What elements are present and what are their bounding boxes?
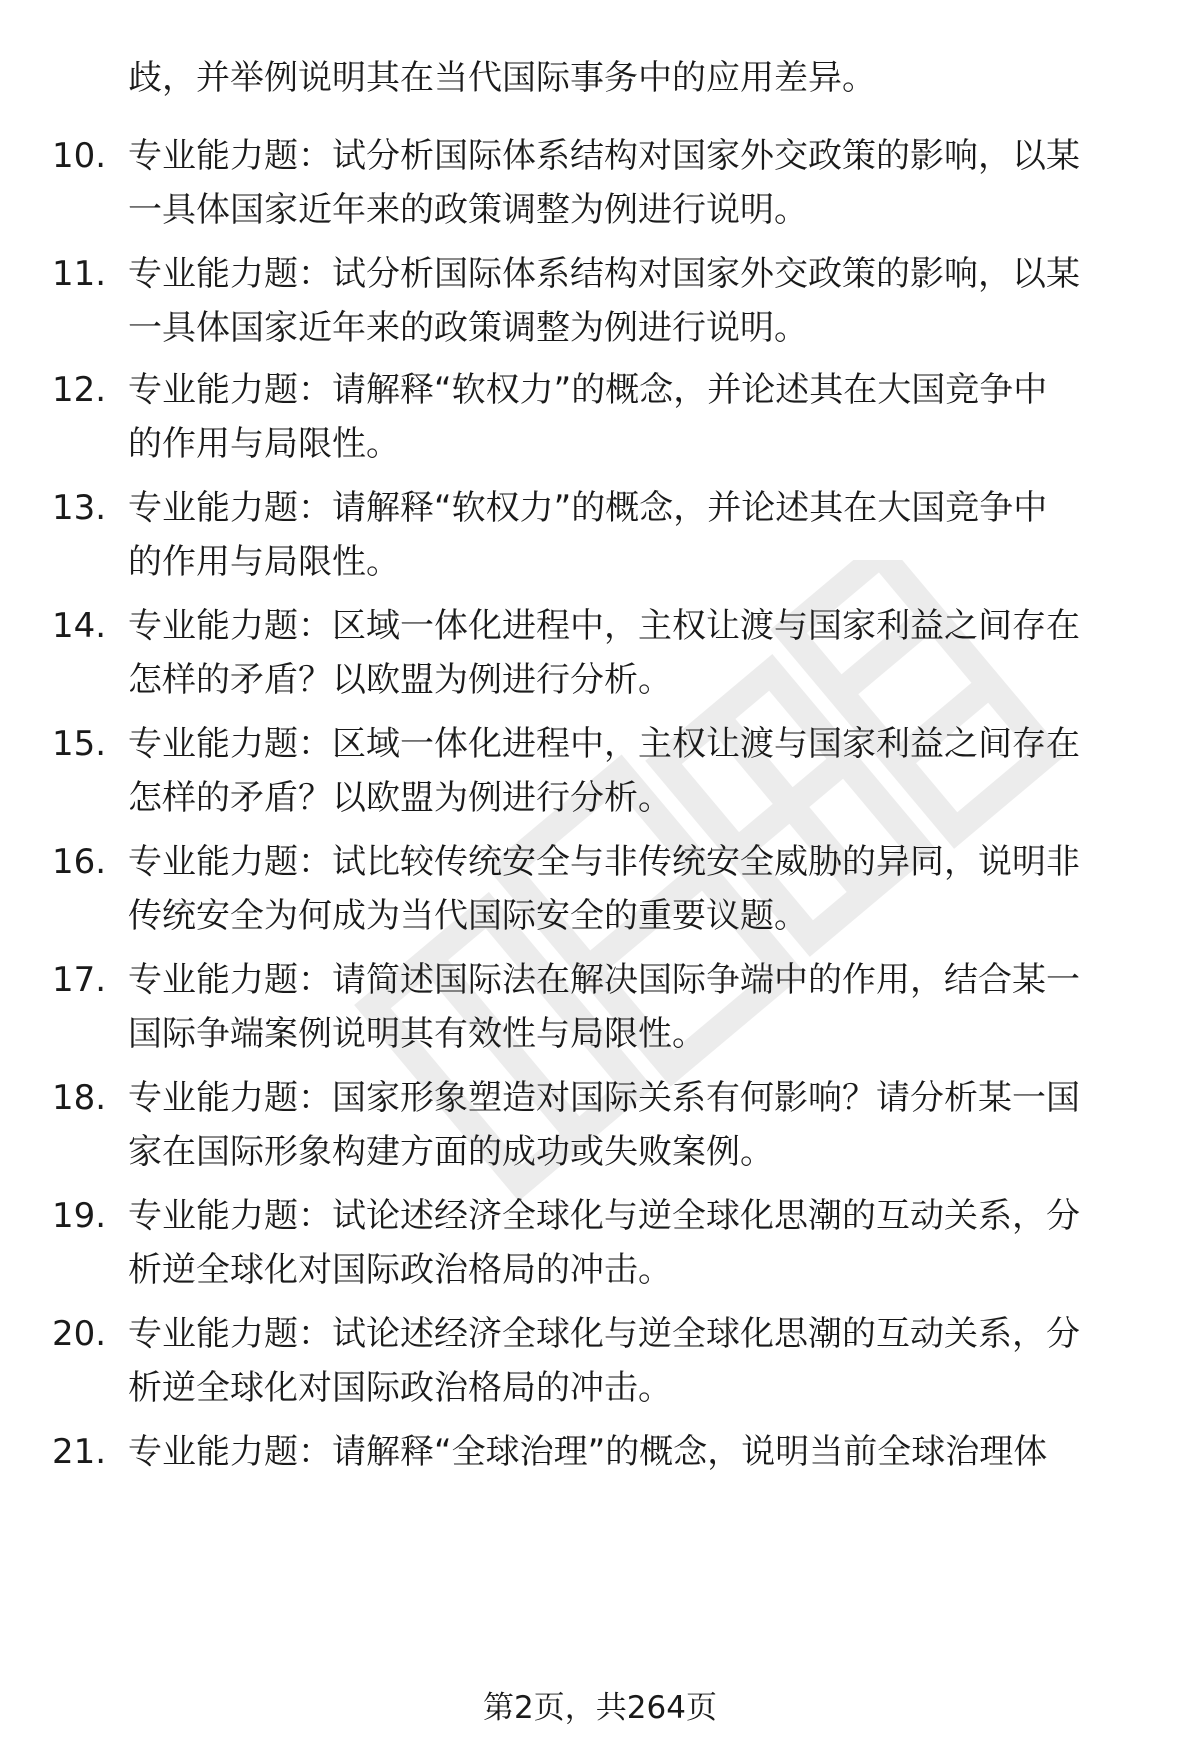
question-text-line1: 专业能力题：请解释“全球治理”的概念，说明当前全球治理体 bbox=[128, 1432, 1048, 1472]
list-item-18 bbox=[0, 1070, 1200, 1170]
question-number: 14. bbox=[52, 606, 107, 646]
question-text-line1: 专业能力题：请解释“软权力”的概念，并论述其在大国竞争中 bbox=[128, 488, 1048, 528]
question-text-line2: 怎样的矛盾？以欧盟为例进行分析。 bbox=[128, 778, 672, 818]
question-text-line1: 专业能力题：试分析国际体系结构对国家外交政策的影响，以某 bbox=[128, 254, 1080, 294]
question-text-line1: 专业能力题：请解释“软权力”的概念，并论述其在大国竞争中 bbox=[128, 370, 1048, 410]
question-text-line1: 专业能力题：试论述经济全球化与逆全球化思潮的互动关系，分 bbox=[128, 1196, 1080, 1236]
question-number: 18. bbox=[52, 1078, 107, 1118]
question-text-line2: 一具体国家近年来的政策调整为例进行说明。 bbox=[128, 308, 808, 348]
list-item-20 bbox=[0, 1306, 1200, 1406]
continuation-text: 歧，并举例说明其在当代国际事务中的应用差异。 bbox=[128, 58, 876, 98]
question-text-line2: 国际争端案例说明其有效性与局限性。 bbox=[128, 1014, 706, 1054]
question-text-line2: 家在国际形象构建方面的成功或失败案例。 bbox=[128, 1132, 774, 1172]
question-text-line1: 专业能力题：区域一体化进程中，主权让渡与国家利益之间存在 bbox=[128, 724, 1080, 764]
question-number: 12. bbox=[52, 370, 107, 410]
list-item-21 bbox=[0, 1424, 1200, 1524]
question-text-line1: 专业能力题：试比较传统安全与非传统安全威胁的异同，说明非 bbox=[128, 842, 1080, 882]
list-item-14 bbox=[0, 598, 1200, 698]
question-text-line2: 怎样的矛盾？以欧盟为例进行分析。 bbox=[128, 660, 672, 700]
question-text-line2: 传统安全为何成为当代国际安全的重要议题。 bbox=[128, 896, 808, 936]
question-number: 16. bbox=[52, 842, 107, 882]
list-item-15 bbox=[0, 716, 1200, 816]
question-number: 13. bbox=[52, 488, 107, 528]
question-text-line2: 析逆全球化对国际政治格局的冲击。 bbox=[128, 1368, 672, 1408]
question-number: 10. bbox=[52, 136, 107, 176]
list-item-10 bbox=[0, 128, 1200, 228]
question-text-line2: 一具体国家近年来的政策调整为例进行说明。 bbox=[128, 190, 808, 230]
question-number: 21. bbox=[52, 1432, 107, 1472]
question-text-line1: 专业能力题：试分析国际体系结构对国家外交政策的影响，以某 bbox=[128, 136, 1080, 176]
question-text-line1: 专业能力题：请简述国际法在解决国际争端中的作用，结合某一 bbox=[128, 960, 1080, 1000]
question-number: 19. bbox=[52, 1196, 107, 1236]
question-text-line1: 专业能力题：国家形象塑造对国际关系有何影响？请分析某一国 bbox=[128, 1078, 1080, 1118]
question-text-line2: 的作用与局限性。 bbox=[128, 424, 400, 464]
question-number: 20. bbox=[52, 1314, 107, 1354]
page-number-footer: 第2页，共264页 bbox=[483, 1690, 717, 1726]
question-text-line2: 析逆全球化对国际政治格局的冲击。 bbox=[128, 1250, 672, 1290]
list-item-11 bbox=[0, 246, 1200, 346]
question-text-line1: 专业能力题：试论述经济全球化与逆全球化思潮的互动关系，分 bbox=[128, 1314, 1080, 1354]
question-number: 15. bbox=[52, 724, 107, 764]
question-text-line2: 的作用与局限性。 bbox=[128, 542, 400, 582]
list-item-12 bbox=[0, 362, 1200, 462]
list-item-13 bbox=[0, 480, 1200, 580]
question-number: 11. bbox=[52, 254, 107, 294]
question-text-line1: 专业能力题：区域一体化进程中，主权让渡与国家利益之间存在 bbox=[128, 606, 1080, 646]
list-item-16 bbox=[0, 834, 1200, 934]
question-number: 17. bbox=[52, 960, 107, 1000]
list-item-19 bbox=[0, 1188, 1200, 1288]
list-item-17 bbox=[0, 952, 1200, 1052]
